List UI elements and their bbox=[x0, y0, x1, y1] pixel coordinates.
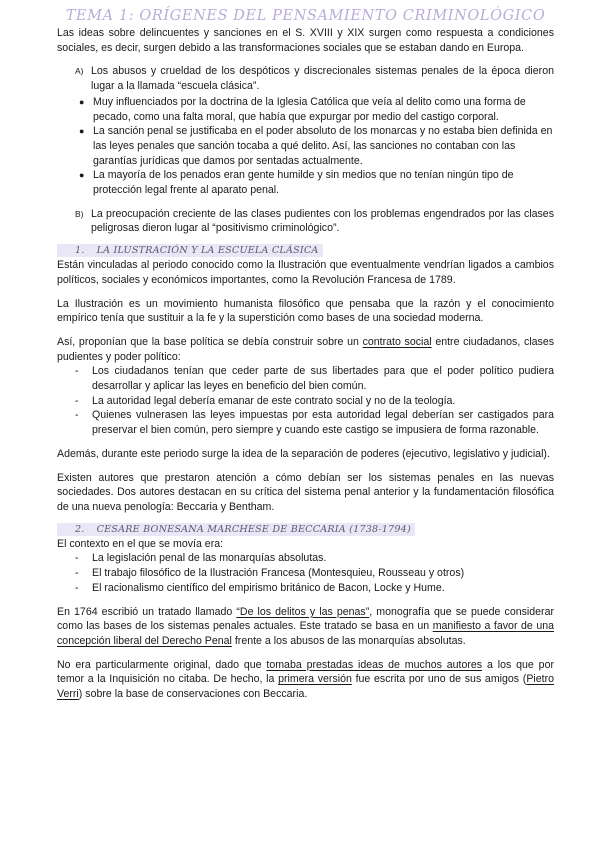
section1-paragraph-2: La Ilustración es un movimiento humanista filosófico que pensaba que la razón y el conocimiento empírico tenía que sustituir a la fe y la superstición como bases de una sociedad moderna. bbox=[57, 297, 554, 325]
list-marker-b: B) bbox=[75, 208, 84, 219]
bullet-icon: ● bbox=[79, 170, 85, 181]
list-item: ● Muy influenciados por la doctrina de la Iglesia Católica que veía al delito como una forma de pecado, como una falta moral, que había que expurgar por medio del castigo corporal. bbox=[57, 95, 554, 124]
list-item: - La autoridad legal debería emanar de este contrato social y no de la teología. bbox=[75, 394, 456, 407]
section1-paragraph-3: Así, proponían que la base política se debía construir sobre un contrato social entre ciudadanos, clases pudientes y poder político: bbox=[57, 335, 555, 363]
list-item: - El racionalismo científico del empirismo británico de Bacon, Locke y Hume. bbox=[75, 581, 445, 594]
section2-context-label: El contexto en el que se movía era: bbox=[57, 537, 224, 550]
section2-paragraph-1: En 1764 escribió un tratado llamado “De los delitos y las penas”, monografía que se puede considerar como las bases de los sistemas penales actuales. Este tratado se basa en un manifiesto a favor de una concepción liberal del Derecho Penal frente a los abusos de las monarquías absolutas. bbox=[57, 605, 554, 647]
list-item: ● La sanción penal se justificaba en el poder absoluto de los monarcas y no estaba bien definida en las leyes penales que sanción tocaba a qué delito. Así, las sanciones no contaban con las garantías jurídicas que damos por sentadas actualmente. bbox=[57, 124, 554, 168]
intro-paragraph: Las ideas sobre delincuentes y sanciones en el S. XVIII y XIX surgen como respuesta a condiciones sociales, es decir, surgen debido a las transformaciones sociales que se estaban dando en Europa. bbox=[57, 27, 554, 54]
bullet-icon: ● bbox=[79, 126, 85, 137]
section2-paragraph-2: No era particularmente original, dado que tomaba prestadas ideas de muchos autores a los que por temor a la Inquisición no citaba. De hecho, la primera versión fue escrita por uno de sus amigos (Pietro Verri) sobre la base de conservaciones con Beccaria. bbox=[57, 658, 554, 701]
section1-paragraph-5: Existen autores que prestaron atención a cómo debían ser los sistemas penales en las nuevas sociedades. Dos autores destacan en su crítica del sistema penal anterior y la fundamentación filosófica de una nueva penología: Beccaria y Bentham. bbox=[57, 471, 554, 513]
section-number: 2. bbox=[75, 523, 85, 535]
dash-list bbox=[57, 551, 554, 595]
underlined-term: “De los delitos y las penas” bbox=[236, 605, 370, 618]
section-title: LA ILUSTRACIÓN Y LA ESCUELA CLÁSICA bbox=[96, 245, 319, 257]
list-item-b bbox=[57, 207, 554, 236]
list-item-b-text: La preocupación creciente de las clases pudientes con los problemas engendrados por las clases peligrosas dieron lugar al “positivismo criminológico”. bbox=[91, 207, 554, 235]
page-title: TEMA 1: ORÍGENES DEL PENSAMIENTO CRIMINOLÓGICO bbox=[65, 8, 546, 24]
section1-paragraph-4: Además, durante este periodo surge la idea de la separación de poderes (ejecutivo, legislativo y judicial). bbox=[57, 447, 550, 460]
dash-list bbox=[57, 364, 554, 438]
underlined-term: contrato social bbox=[362, 335, 432, 348]
list-item-a-text: Los abusos y crueldad de los despóticos y discrecionales sistemas penales de la época dieron lugar a la llamada “escuela clásica”. bbox=[91, 65, 554, 93]
list-item: - El trabajo filosófico de la Ilustración Francesa (Montesquieu, Rousseau y otros) bbox=[75, 567, 465, 580]
underlined-term: tomaba prestadas ideas de muchos autores bbox=[266, 658, 483, 671]
list-item: - Los ciudadanos tenían que ceder parte de sus libertades para que el poder político pudiera desarrollar y aplicar las leyes en beneficio del bien común. bbox=[75, 365, 554, 393]
bullet-list bbox=[57, 95, 554, 198]
list-item-a bbox=[57, 64, 554, 93]
list-item: - La legislación penal de las monarquías absolutas. bbox=[75, 552, 327, 565]
list-marker-a: A) bbox=[75, 66, 84, 77]
section-heading-1 bbox=[57, 244, 323, 257]
section1-paragraph-1: Están vinculadas al periodo conocido como la Ilustración que eventualmente vendrían ligados a cambios políticos, sociales y económicos importantes, como la Revolución Francesa de 1789. bbox=[57, 259, 554, 286]
bullet-icon: ● bbox=[79, 96, 85, 107]
section-number: 1. bbox=[75, 245, 85, 257]
list-item: ● La mayoría de los penados eran gente humilde y sin medios que no tenían ningún tipo de protección legal frente al aparato penal. bbox=[57, 168, 554, 197]
underlined-term: primera versión bbox=[278, 673, 352, 686]
underlined-term: Pietro Verri bbox=[57, 673, 554, 701]
section-heading-2 bbox=[57, 523, 415, 536]
list-item: - Quienes vulnerasen las leyes impuestas por esta autoridad legal deberían ser castigados para preservar el bien común, pero siempre y cuando este castigo se impusiera de forma razonable. bbox=[75, 409, 554, 437]
section-title: CESARE BONESANA MARCHESE DE BECCARIA (1738-1794) bbox=[96, 523, 411, 535]
underlined-term: manifiesto a favor de una concepción liberal del Derecho Penal bbox=[57, 620, 554, 647]
